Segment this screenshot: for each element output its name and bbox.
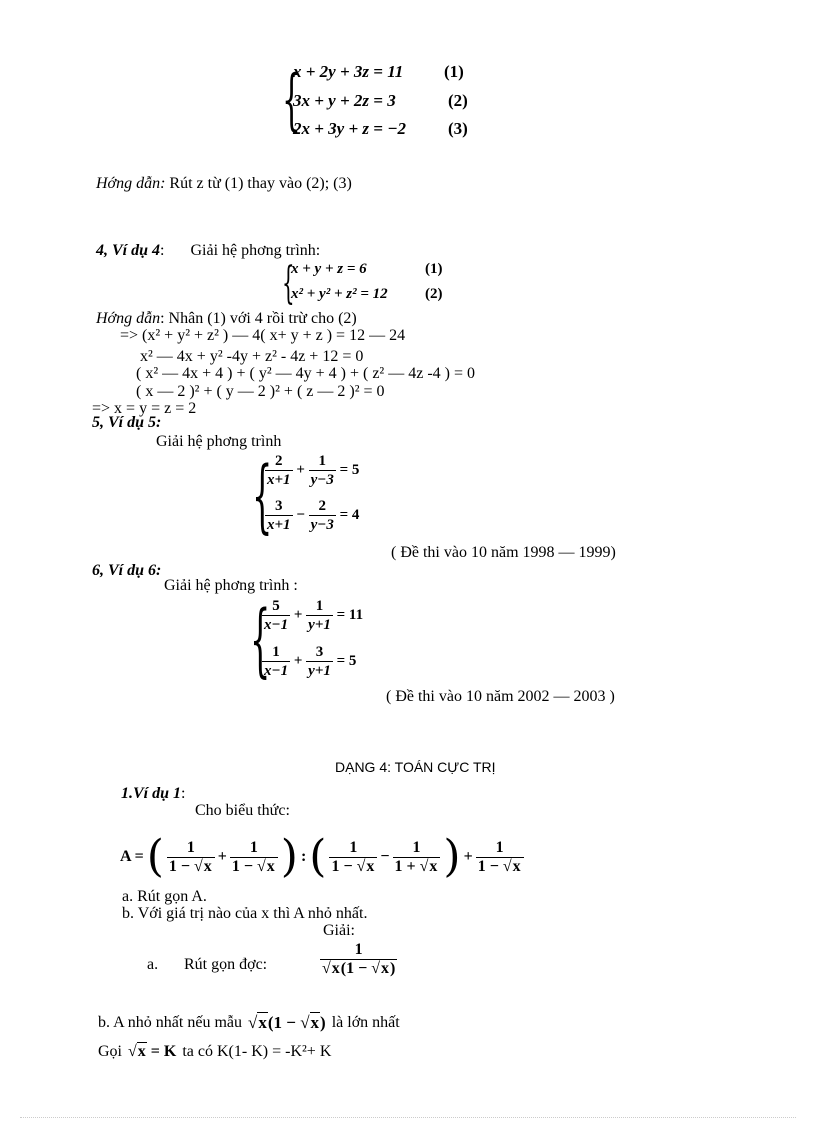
term1-oneminus: 1 −: [168, 857, 190, 875]
ex6-f3-num: 1: [272, 644, 280, 660]
ex4-step3: ( x² — 4x + 4 ) + ( y² — 4y + 4 ) + ( z² — 4z -4 ) = 0: [136, 365, 476, 382]
ex5-row2: [265, 497, 359, 534]
d4ex1-colon: :: [181, 785, 186, 802]
system1-eq1: x + 2y + 3z = 11: [293, 62, 404, 81]
part-b: b. Với giá trị nào của x thì A nhỏ nhất.: [122, 905, 368, 922]
term5-oneminus: 1 −: [477, 857, 499, 875]
ex4-step2: x² — 4x + y² -4y + z² - 4z + 12 = 0: [140, 348, 364, 365]
part-a: a. Rút gọn A.: [122, 888, 207, 905]
ex5-f3-den: x+1: [267, 517, 291, 533]
section-title: DẠNG 4: TOÁN CỰC TRỊ: [335, 759, 496, 775]
ex5-task: Giải hệ phơng trình: [156, 433, 282, 450]
let-line: [98, 1043, 331, 1061]
term4-oneplus: 1 +: [394, 857, 416, 875]
ex6-f2-num: 1: [315, 598, 324, 614]
sol-a-fraction: $\frac{1}{√x(1 - √x)}$: [322, 941, 396, 977]
ex4-tag2: (2): [425, 286, 443, 302]
ex5-row1: [265, 452, 359, 489]
sol-b-pre: b. A nhỏ nhất nếu mẫu: [98, 1014, 242, 1031]
rparen-2: ): [443, 831, 461, 882]
let-post: ta có K(1- K) = -K²+ K: [182, 1043, 332, 1060]
hint1-label: Hớng dẫn:: [96, 175, 166, 192]
ex6-rhs2: = 5: [336, 652, 357, 669]
term2-num: 1: [249, 838, 258, 856]
ex5-rhs2: = 4: [339, 506, 360, 523]
ex5-source: ( Đề thi vào 10 năm 1998 — 1999): [391, 544, 616, 561]
system1-eq3: 2x + 3y + z = −2: [293, 119, 407, 138]
ex6-task: Giải hệ phơng trình :: [164, 577, 298, 594]
ex4-step4: ( x — 2 )² + ( y — 2 )² + ( z — 2 )² = 0: [136, 383, 385, 400]
ex4-hint-label: Hớng dẫn: [96, 310, 161, 327]
ex4-hint-text: : Nhân (1) với 4 rồi trừ cho (2): [160, 310, 357, 327]
ex6-op1: +: [293, 606, 303, 623]
let-x: x: [137, 1043, 146, 1060]
system1-eq2: 3x + y + 2z = 3: [293, 91, 396, 110]
ex5-f2-num: 1: [318, 453, 326, 469]
term4-x: x: [429, 857, 438, 875]
term3-oneminus: 1 −: [331, 857, 353, 875]
ex4-step1: => (x² + y² + z² ) — 4( x+ y + z ) = 12 — 24: [120, 327, 406, 344]
system1-tag2: (2): [448, 91, 468, 110]
ex4-brace: {: [282, 258, 295, 309]
sol-b-x2: x: [310, 1013, 320, 1032]
sol-b-oneminus: 1 −: [273, 1013, 296, 1032]
term1-num: 1: [186, 838, 195, 856]
term2-x: x: [266, 857, 275, 875]
ex6-op2: +: [293, 652, 303, 669]
ex6-rhs1: = 11: [336, 606, 364, 623]
ex5-rhs1: = 5: [339, 461, 360, 478]
ex4-eq2: x² + y² + z² = 12: [291, 286, 388, 302]
ex4-colon: :: [160, 242, 165, 259]
ex6-brace: {: [250, 593, 271, 686]
sol-a-label: a.: [147, 956, 159, 973]
term5-x: x: [512, 857, 521, 875]
rparen-1: ): [280, 831, 298, 882]
divide: :: [300, 848, 307, 865]
system1-tag1: (1): [444, 62, 464, 81]
term4-num: 1: [412, 838, 421, 856]
ex6-f2-den: y+1: [308, 617, 331, 633]
ex5-op1: +: [296, 461, 305, 478]
sol-a-oneminus: 1 −: [346, 960, 368, 977]
ex5-f4-num: 2: [318, 498, 326, 514]
sol-a-num: 1: [354, 941, 363, 958]
ex6-row2: [262, 643, 356, 680]
d4ex1-intro: Cho biểu thức:: [195, 802, 290, 819]
ex4-tag1: (1): [425, 261, 443, 277]
let-eq: = K: [150, 1043, 177, 1060]
sol-b-post: là lớn nhất: [331, 1014, 400, 1031]
page-bottom-divider: [20, 1117, 796, 1118]
sol-a-x2: x: [381, 960, 390, 977]
ex6-source: ( Đề thi vào 10 năm 2002 — 2003 ): [386, 688, 615, 705]
ex5-f1-den: x+1: [267, 472, 291, 488]
ex5-f4-den: y−3: [310, 517, 334, 533]
let-expr: √x = K: [128, 1043, 177, 1060]
solution-label: Giải:: [323, 922, 355, 939]
term2-oneminus: 1 −: [231, 857, 254, 875]
expression-a: A = ( $\frac{1}{1 - √x}$ + $\frac{1}{1 - √x}$ ) : ( $\frac{1}{1 - √x}$ − $\frac{1}{1 + √x}$ ) + $\frac{1}{1 - √x}$: [120, 837, 524, 877]
sol-b-line: [98, 1013, 400, 1033]
ex6-heading: 6, Ví dụ 6:: [92, 562, 162, 579]
system1-brace: {: [282, 61, 301, 138]
a-symbol: A: [120, 848, 132, 865]
term5-num: 1: [495, 838, 504, 856]
sol-a-text: Rút gọn đợc:: [184, 956, 268, 973]
ex6-f1-den: x−1: [264, 617, 289, 633]
lparen-2: (: [309, 831, 327, 882]
ex6-f4-den: y+1: [308, 663, 331, 679]
ex4-eq1: x + y + z = 6: [291, 261, 367, 277]
hint1-line: [96, 175, 352, 193]
ex4-task: Giải hệ phơng trình:: [190, 242, 321, 259]
ex5-f3-num: 3: [275, 498, 283, 514]
sol-a-x: x: [331, 960, 340, 977]
ex5-f2-den: y−3: [310, 472, 334, 488]
ex6-f3-den: x−1: [264, 663, 289, 679]
ex4-step5: => x = y = z = 2: [92, 400, 197, 417]
ex5-op2: −: [296, 506, 305, 523]
term3-x: x: [366, 857, 375, 875]
ex6-row1: [262, 597, 363, 634]
ex5-heading: 5, Ví dụ 5:: [92, 414, 162, 431]
sol-b-x: x: [258, 1013, 267, 1032]
term3-num: 1: [349, 838, 358, 856]
d4ex1-heading-line: [121, 785, 185, 803]
ex6-f1-num: 5: [272, 598, 280, 614]
plus-1: +: [217, 848, 227, 865]
system1-tag3: (3): [448, 119, 468, 138]
plus-2: +: [463, 848, 473, 865]
term1-x: x: [203, 857, 212, 875]
let-pre: Gọi: [98, 1043, 122, 1060]
ex4-hint-line: [96, 310, 357, 328]
d4ex1-heading: 1.Ví dụ 1: [121, 785, 182, 802]
ex6-f4-num: 3: [315, 644, 324, 660]
hint1-text: Rút z từ (1) thay vào (2); (3): [169, 175, 352, 192]
ex4-heading: 4, Ví dụ 4: [96, 242, 161, 259]
minus-1: −: [380, 848, 390, 865]
a-equals: =: [134, 848, 144, 865]
ex5-brace: {: [252, 449, 273, 542]
sol-b-expr: √x(1 − √x): [247, 1013, 326, 1032]
lparen-1: (: [146, 831, 164, 882]
ex5-f1-num: 2: [275, 453, 283, 469]
